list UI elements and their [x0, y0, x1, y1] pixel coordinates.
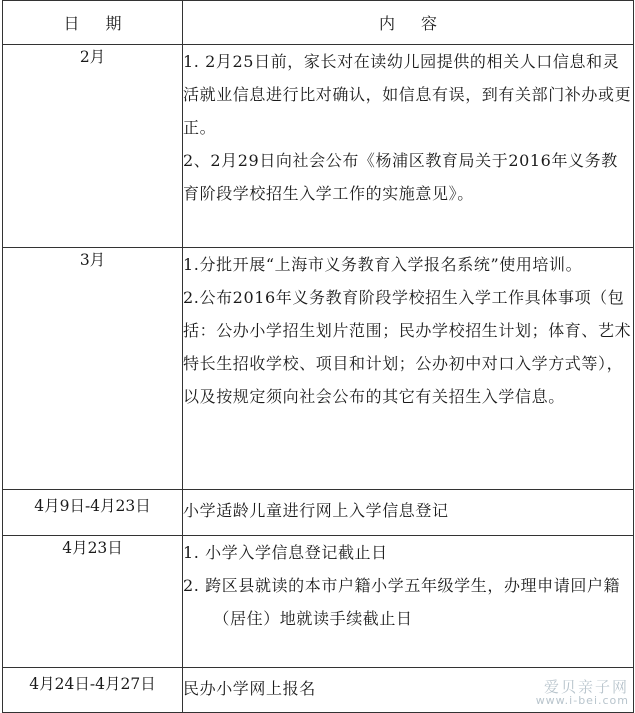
row-content	[183, 45, 634, 248]
date-column-header: 日期	[3, 1, 183, 45]
row-date: 4月23日	[3, 536, 183, 668]
row-date: 4月24日-4月27日	[3, 668, 183, 713]
content-column-header: 内容	[183, 1, 634, 45]
list-item: 2、2月29日向社会公布《杨浦区教育局关于2016年义务教育阶段学校招生入学工作的实施意见》。	[183, 151, 618, 203]
table-row	[3, 490, 634, 536]
site-watermark	[536, 680, 629, 708]
row-date: 2月	[3, 45, 183, 248]
row-date: 4月9日-4月23日	[3, 490, 183, 536]
list-item: 民办小学网上报名	[183, 679, 316, 698]
watermark-site-name: 爱贝亲子网	[543, 678, 629, 696]
watermark-url: www.i-bei.com	[535, 694, 629, 707]
list-item: 2. 跨区县就读的本市户籍小学五年级学生，办理申请回户籍（居住）地就读手续截止日	[183, 576, 621, 628]
table-row	[3, 536, 634, 668]
list-item: 1. 2月25日前，家长对在读幼儿园提供的相关人口信息和灵活就业信息进行比对确认，如信息有误，到有关部门补办或更正。	[183, 52, 632, 137]
row-date: 3月	[3, 248, 183, 490]
list-item: 小学适龄儿童进行网上入学信息登记	[183, 501, 449, 520]
table-row	[3, 45, 634, 248]
list-item: 2.公布2016年义务教育阶段学校招生入学工作具体事项（包括：公办小学招生划片范围；民办学校招生计划；体育、艺术特长生招收学校、项目和计划；公办初中对口入学方式等），以及按规定须向社会公布的其它有关招生入学信息。	[183, 288, 632, 406]
row-content	[183, 490, 634, 536]
admission-schedule-table	[2, 0, 634, 713]
header-row	[3, 1, 634, 45]
table-row	[3, 248, 634, 490]
row-content	[183, 248, 634, 490]
list-item: 1. 小学入学信息登记截止日	[183, 543, 388, 562]
list-item: 1.分批开展“上海市义务教育入学报名系统”使用培训。	[183, 255, 583, 274]
row-content	[183, 536, 634, 668]
